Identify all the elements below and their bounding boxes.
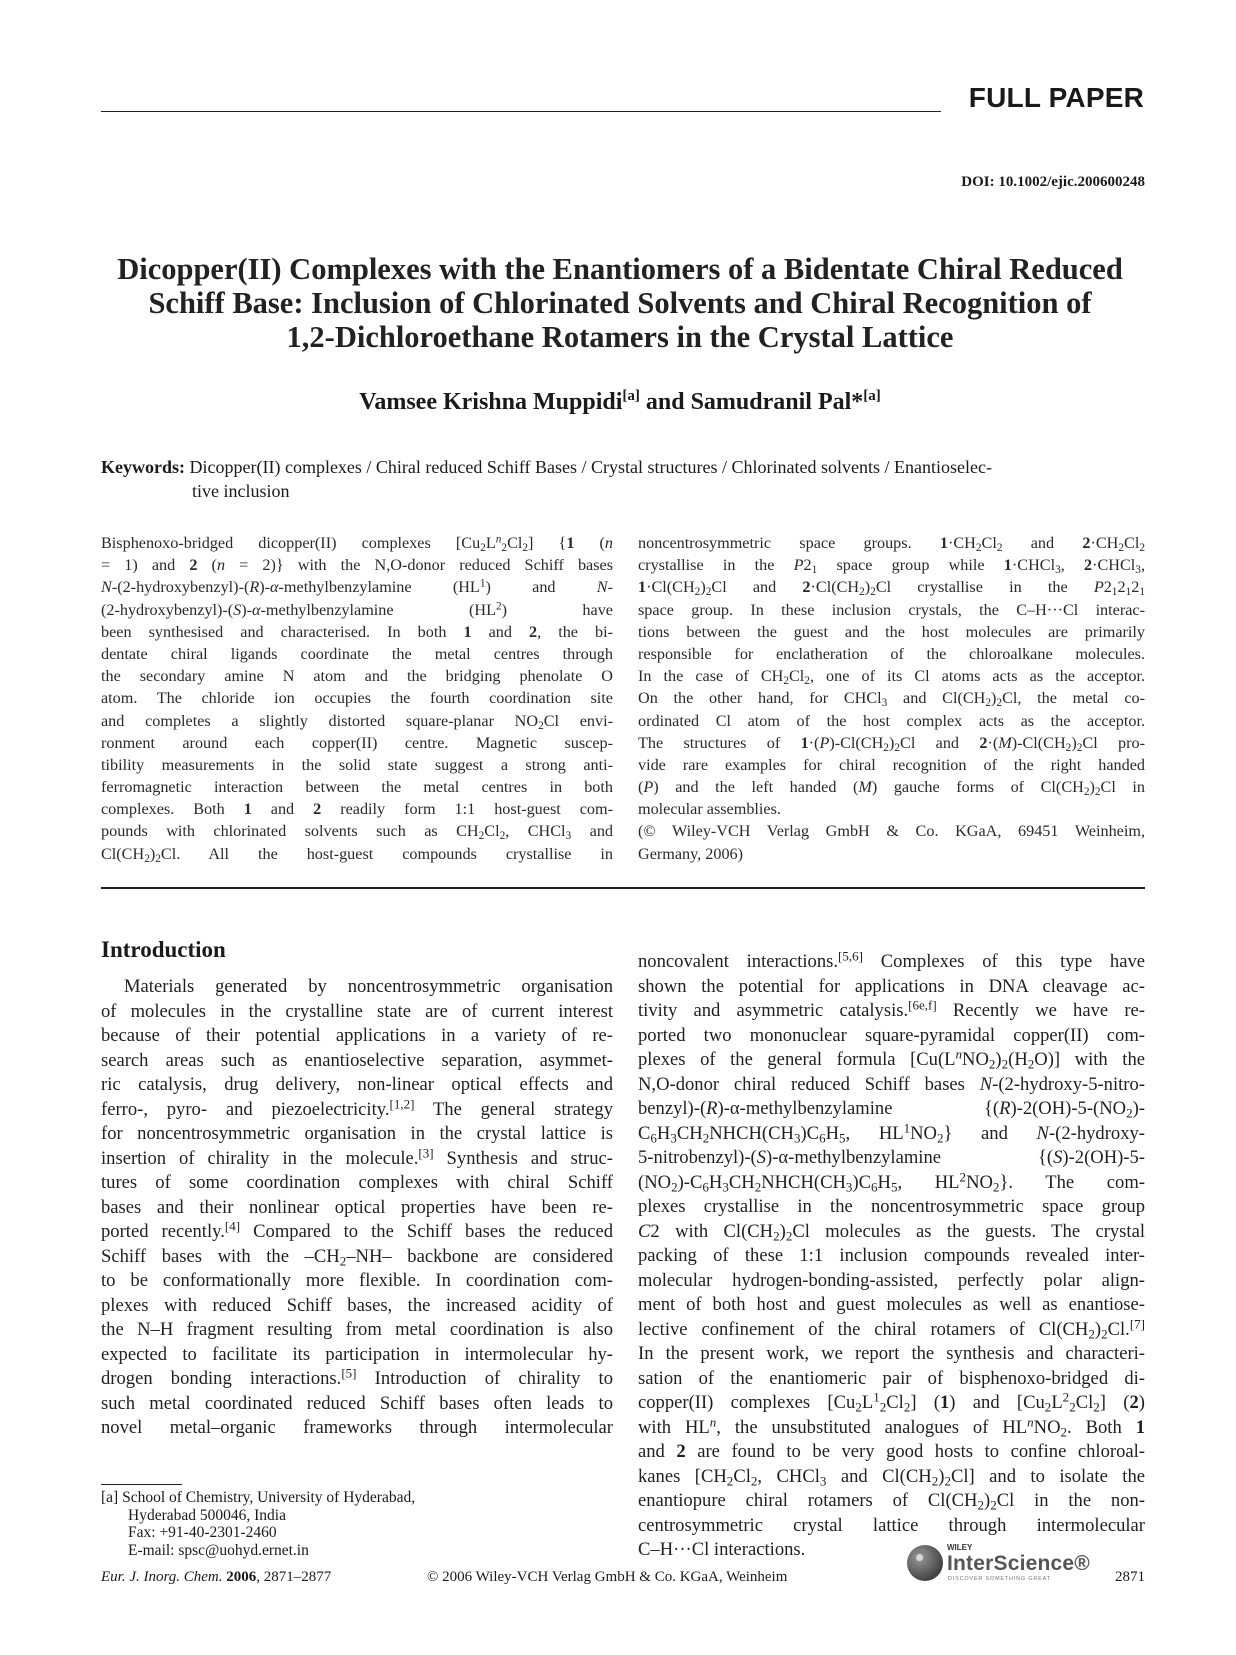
body-line: $C_6H_3CH_2NHCH(CH_3)C_6H_5$, $HL^1NO_2$} and N-(2-hydroxy- — [638, 1121, 1145, 1145]
affiliation-footnote — [101, 1489, 613, 1559]
body-line: ported recently.[4] Compared to the Schiff bases the reduced — [101, 1220, 613, 1242]
body-line: for noncentrosymmetric organisation in the crystal lattice is — [101, 1123, 613, 1144]
journal-name: Eur. J. Inorg. Chem. — [101, 1569, 223, 1585]
header-rule — [101, 111, 941, 112]
keywords-text-continued: tive inclusion — [192, 481, 290, 501]
abstract-line: The structures of $1\cdot(P)-Cl(CH_2)_2Cl$ and $2\cdot(M)-Cl(CH_2)_2Cl$ pro- — [638, 733, 1145, 754]
body-line: of molecules in the crystalline state are of current interest — [101, 1000, 613, 1022]
logo-text: InterScience® — [947, 1552, 1090, 1575]
body-line: kanes [$CH_2Cl_2$, CHCl$_3$ and $Cl(CH_2)_2Cl$] and to isolate the — [638, 1465, 1145, 1488]
abstract-line: $1\cdot Cl(CH_2)_2Cl$ and $2\cdot Cl(CH_2)_2Cl$ crystallise in the $P2_12_12_1$ — [638, 578, 1145, 599]
copyright: © 2006 Wiley-VCH Verlag GmbH & Co. KGaA, Weinheim — [427, 1569, 788, 1585]
authors — [95, 389, 1145, 416]
abstract-line: dentate chiral ligands coordinate the metal centres through — [101, 644, 613, 663]
title-line-1: Dicopper(II) Complexes with the Enantiomers of a Bidentate Chiral Reduced — [117, 252, 1123, 286]
body-line: ported two mononuclear square-pyramidal copper(II) com- — [638, 1024, 1145, 1046]
abstract-line: pounds with chlorinated solvents such as $CH_2Cl_2$, CHCl$_3$ and — [101, 822, 613, 843]
logo-tagline: DISCOVER SOMETHING GREAT — [948, 1576, 1051, 1582]
body-line: expected to facilitate its participation in intermolecular hy- — [101, 1343, 613, 1365]
body-left-column — [101, 975, 613, 1441]
abstract-line: molecular assemblies. — [638, 800, 781, 819]
abstract-line: noncentrosymmetric space groups. $1\cdot CH_2Cl_2$ and $2\cdot CH_2Cl_2$ — [638, 534, 1145, 554]
abstract-line: vide rare examples for chiral recognition of the right handed — [638, 755, 1145, 774]
keywords — [101, 455, 1145, 503]
footnote-rule — [101, 1484, 182, 1485]
abstract-line: complexes. Both 1 and 2 readily form 1:1 host-guest com- — [101, 800, 613, 819]
author-1: Vamsee Krishna Muppidi — [359, 389, 623, 415]
abstract-right-column — [638, 532, 1145, 865]
abstract-line: crystallise in the $P2_1$ space group while 1·CHCl$_3$, 2·CHCl$_3$, — [638, 556, 1145, 577]
interscience-logo — [907, 1543, 1090, 1585]
section-label: FULL PAPER — [968, 82, 1144, 113]
body-line: ric catalysis, drug delivery, non-linear optical effects and — [101, 1074, 613, 1095]
abstract-line: space group. In these inclusion crystals, the C–H···Cl interac- — [638, 600, 1145, 619]
abstract-line: the secondary amine N atom and the bridging phenolate O — [101, 667, 613, 686]
abstract-line: In the case of $CH_2Cl_2$, one of its Cl atoms acts as the acceptor. — [638, 667, 1145, 687]
body-line: search areas such as enantioselective separation, asymmet- — [101, 1049, 613, 1071]
body-line: insertion of chirality in the molecule.[3] Synthesis and struc- — [101, 1146, 613, 1169]
journal-pages: , 2871–2877 — [256, 1569, 332, 1585]
body-line: plexes of the general formula $[Cu(L^nNO_2)_2(H_2O)]$ with the — [638, 1048, 1145, 1072]
footnote-line: [a] School of Chemistry, University of Hyderabad, — [101, 1489, 416, 1506]
abstract-left-column — [101, 532, 613, 865]
body-line: In the present work, we report the synthesis and characteri- — [638, 1343, 1145, 1364]
journal-citation — [101, 1569, 331, 1586]
body-line: N,O-donor chiral reduced Schiff bases N-(2-hydroxy-5-nitro- — [638, 1073, 1145, 1095]
body-line: centrosymmetric crystal lattice through intermolecular — [638, 1514, 1145, 1536]
abstract-line: been synthesised and characterised. In both 1 and 2, the bi- — [101, 622, 613, 641]
body-line: novel metal–organic frameworks through intermolecular — [101, 1417, 613, 1438]
abstract-line: $Cl(CH_2)_2Cl$. All the host-guest compounds crystallise in — [101, 844, 613, 865]
abstract-line: Germany, 2006) — [638, 844, 744, 863]
body-line: bases and their nonlinear optical properties have been re- — [101, 1196, 613, 1218]
abstract-line: Bisphenoxo-bridged dicopper(II) complexes $[Cu_2L^n_2Cl_2]$ {1 (n — [101, 533, 613, 554]
globe-icon — [907, 1545, 943, 1581]
abstract-line: On the other hand, for CHCl$_3$ and $Cl(CH_2)_2Cl$, the metal co- — [638, 689, 1145, 710]
body-line: noncovalent interactions.[5,6] Complexes of this type have — [638, 950, 1145, 972]
abstract-line: and completes a slightly distorted square-planar $NO_2Cl$ envi- — [101, 711, 613, 732]
logo-wiley-text: WILEY — [947, 1543, 973, 1552]
body-line: Materials generated by noncentrosymmetric organisation — [124, 976, 613, 997]
body-line: enantiopure chiral rotamers of $Cl(CH_2)_2Cl$ in the non- — [638, 1490, 1145, 1513]
footnote-marker: [a] — [101, 1489, 119, 1506]
body-line: with $HL^n$, the unsubstituted analogues of $HL^nNO_2$. Both 1 — [638, 1415, 1145, 1439]
body-line: sation of the enantiomeric pair of bisphenoxo-bridged di- — [638, 1367, 1145, 1389]
abstract-line: (2-hydroxybenzyl)-(S)-α-methylbenzylamine $(HL^2)$ have — [101, 599, 613, 619]
abstract-line: = 1) and 2 (n = 2)} with the N,O-donor reduced Schiff bases — [101, 556, 613, 575]
body-line: such metal coordinated reduced Schiff bases often leads to — [101, 1392, 613, 1414]
page-number: 2871 — [1115, 1569, 1145, 1585]
article-title — [95, 252, 1145, 354]
body-line: 5-nitrobenzyl)-(S)-α-methylbenzylamine {(S)-2(OH)-5- — [638, 1147, 1145, 1168]
abstract-line: (© Wiley-VCH Verlag GmbH & Co. KGaA, 69451 Weinheim, — [638, 822, 1145, 841]
body-line: plexes crystallise in the noncentrosymmetric space group — [638, 1196, 1145, 1217]
abstract-line: N-(2-hydroxybenzyl)-(R)-α-methylbenzylamine $(HL^1)$ and N- — [101, 577, 613, 597]
body-line: tivity and asymmetric catalysis.[6e,f] Recently we have re- — [638, 999, 1145, 1021]
author-separator: and — [639, 389, 691, 415]
body-line: plexes with reduced Schiff bases, the increased acidity of — [101, 1294, 613, 1316]
keywords-text: Dicopper(II) complexes / Chiral reduced Schiff Bases / Crystal structures / Chlorinated solvents / Enantioselec- — [189, 457, 992, 477]
footnote-line: Hyderabad 500046, India — [128, 1506, 286, 1524]
body-line: C–H···Cl interactions. — [638, 1539, 806, 1560]
abstract-rule — [101, 887, 1145, 889]
body-right-column — [638, 950, 1145, 1563]
footnote-email: E-mail: spsc@uohyd.ernet.in — [128, 1541, 309, 1559]
body-line: because of their potential applications in a variety of re- — [101, 1025, 613, 1046]
body-line: ferro-, pyro- and piezoelectricity.[1,2] The general strategy — [101, 1097, 613, 1120]
body-line: and 2 are found to be very good hosts to confine chloroal- — [638, 1441, 1145, 1462]
journal-year: 2006 — [226, 1569, 257, 1585]
body-line: to be conformationally more flexible. In coordination com- — [101, 1270, 613, 1291]
keywords-label: Keywords: — [101, 457, 185, 477]
abstract-line: ronment around each copper(II) centre. Magnetic suscep- — [101, 733, 613, 752]
author-2: Samudranil Pal* — [690, 389, 864, 415]
abstract-line: tions between the guest and the host molecules are primarily — [638, 622, 1145, 641]
title-line-2: Schiff Base: Inclusion of Chlorinated Solvents and Chiral Recognition of — [148, 286, 1092, 320]
doi: DOI: 10.1002/ejic.200600248 — [961, 174, 1145, 190]
abstract-line: ordinated Cl atom of the host complex acts as the acceptor. — [638, 711, 1145, 730]
body-line: $(NO_2)-C_6H_3CH_2NHCH(CH_3)C_6H_5$, $HL^2NO_2$}. The com- — [638, 1170, 1145, 1194]
author-2-affiliation: [a] — [863, 388, 881, 404]
body-line: C2 with $Cl(CH_2)_2Cl$ molecules as the guests. The crystal — [638, 1220, 1145, 1243]
title-line-3: 1,2-Dichloroethane Rotamers in the Crystal Lattice — [286, 320, 954, 354]
abstract-line: responsible for enclatheration of the chloroalkane molecules. — [638, 644, 1145, 663]
body-line: tures of some coordination complexes with chiral Schiff — [101, 1172, 613, 1193]
body-line: molecular hydrogen-bonding-assisted, perfectly polar align- — [638, 1269, 1145, 1291]
body-line: packing of these 1:1 inclusion compounds revealed inter- — [638, 1245, 1145, 1266]
body-line: Schiff bases with the $-CH_2-NH-$ backbone are considered — [101, 1245, 613, 1268]
abstract-line: (P) and the left handed (M) gauche forms of $Cl(CH_2)_2Cl$ in — [638, 778, 1145, 798]
introduction-heading: Introduction — [101, 937, 226, 962]
body-line: shown the potential for applications in DNA cleavage ac- — [638, 975, 1145, 997]
body-line: ment of both host and guest molecules as well as enantiose- — [638, 1294, 1145, 1315]
footnote-line: Fax: +91-40-2301-2460 — [128, 1524, 277, 1541]
body-line: the N–H fragment resulting from metal coordination is also — [101, 1319, 613, 1340]
author-1-affiliation: [a] — [622, 388, 640, 404]
abstract-line: ferromagnetic interaction between the metal centres in both — [101, 778, 613, 797]
abstract-line: atom. The chloride ion occupies the fourth coordination site — [101, 689, 613, 708]
body-line: lective confinement of the chiral rotamers of $Cl(CH_2)_2Cl.[7]$ — [638, 1317, 1145, 1341]
body-line: benzyl)-(R)-α-methylbenzylamine {$(R)-2(OH)-5-(NO_2)-$ — [638, 1098, 1145, 1121]
abstract-line: tibility measurements in the solid state suggest a strong anti- — [101, 755, 613, 774]
body-line: copper(II) complexes $[Cu_2L^1_2Cl_2]$ (1) and $[Cu_2L^2_2Cl_2]$ (2) — [638, 1391, 1145, 1415]
body-line: drogen bonding interactions.[5] Introduction of chirality to — [101, 1367, 613, 1389]
